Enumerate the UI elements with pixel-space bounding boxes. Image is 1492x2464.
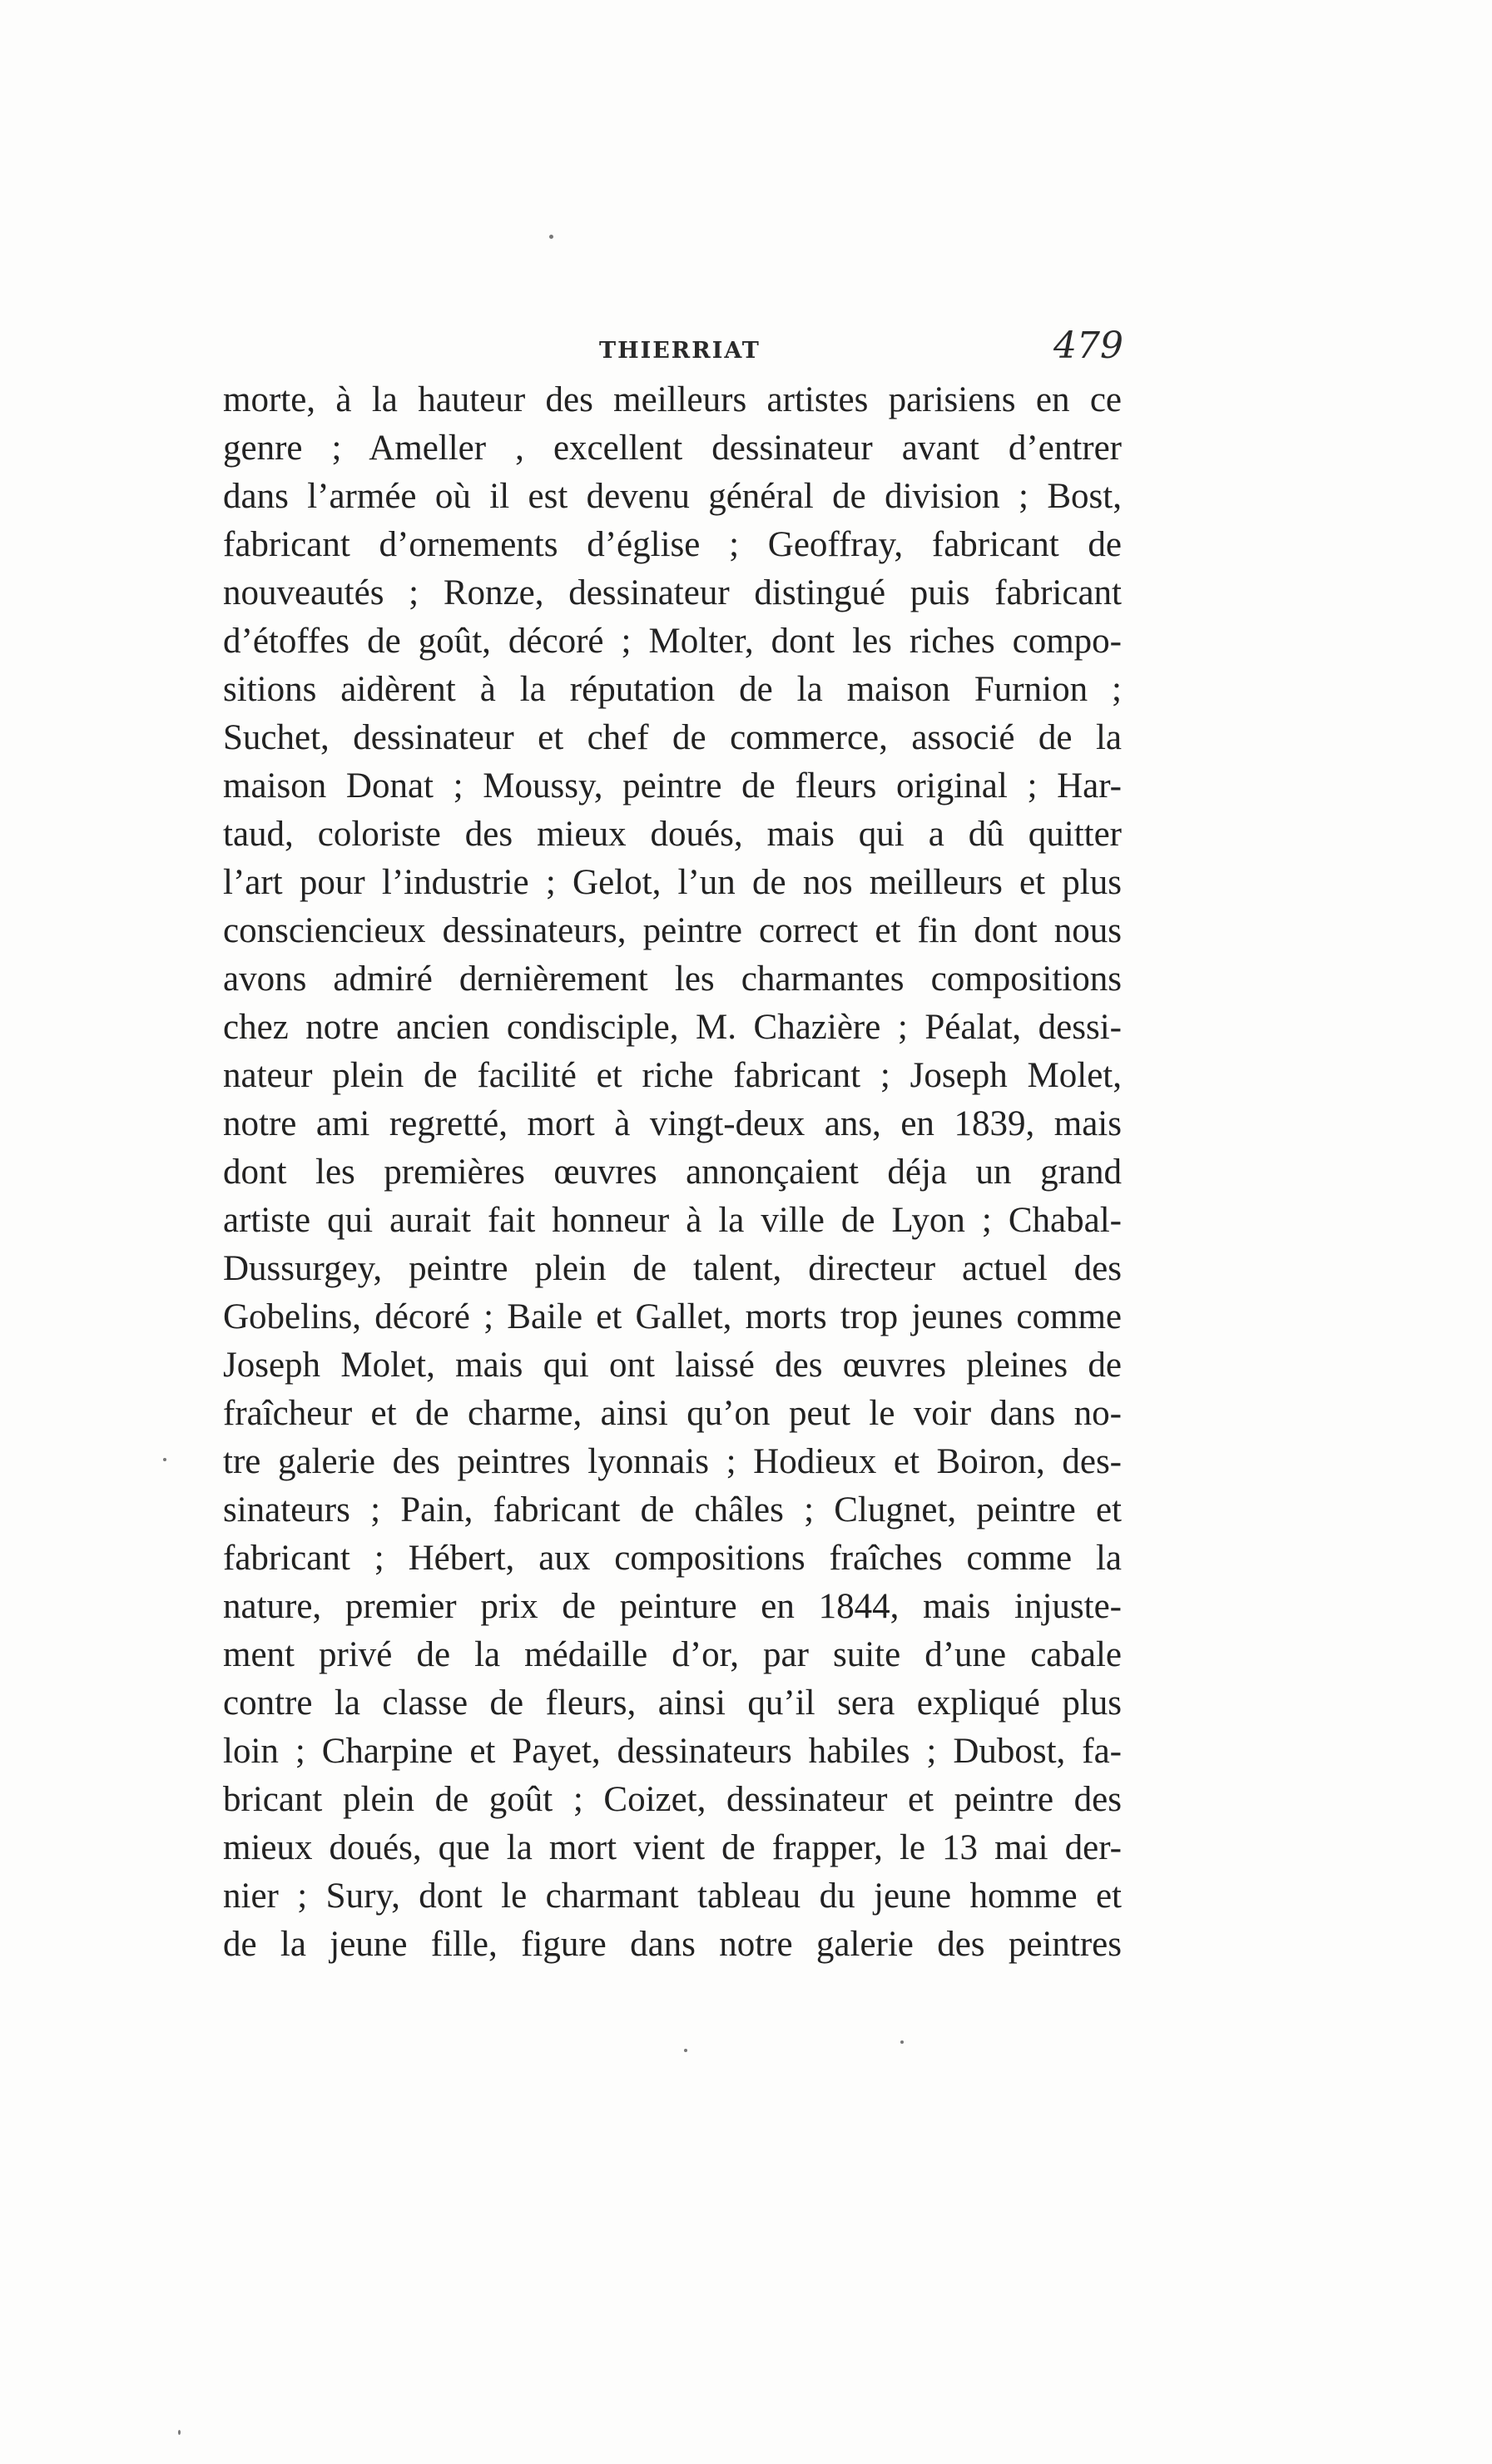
- text-line: ment privé de la médaille d’or, par suite d’une cabale: [223, 1635, 1122, 1674]
- text-line: sitions aidèrent à la réputation de la maison Furnion ;: [223, 670, 1122, 709]
- scan-speck: [549, 235, 553, 239]
- text-line: sinateurs ; Pain, fabricant de châles ; Clugnet, peintre et: [223, 1490, 1122, 1529]
- body-text: [223, 376, 1122, 1969]
- text-line: artiste qui aurait fait honneur à la ville de Lyon ; Chabal-: [223, 1201, 1122, 1240]
- text-line: Gobelins, décoré ; Baile et Gallet, morts trop jeunes comme: [223, 1297, 1122, 1336]
- text-line: avons admiré dernièrement les charmantes compositions: [223, 959, 1122, 999]
- text-line: bricant plein de goût ; Coizet, dessinateur et peintre des: [223, 1780, 1122, 1819]
- text-line: nier ; Sury, dont le charmant tableau du jeune homme et: [223, 1877, 1122, 1916]
- text-line: Joseph Molet, mais qui ont laissé des œuvres pleines de: [223, 1346, 1122, 1385]
- text-line: fabricant ; Hébert, aux compositions fraîches comme la: [223, 1539, 1122, 1578]
- text-line: nouveautés ; Ronze, dessinateur distingué puis fabricant: [223, 573, 1122, 612]
- running-head: [225, 325, 1123, 374]
- text-line: dont les premières œuvres annonçaient déja un grand: [223, 1153, 1122, 1192]
- text-line: nature, premier prix de peinture en 1844, mais injuste-: [223, 1587, 1122, 1626]
- text-line: fraîcheur et de charme, ainsi qu’on peut le voir dans no-: [223, 1394, 1122, 1433]
- text-line: notre ami regretté, mort à vingt-deux ans, en 1839, mais: [223, 1104, 1122, 1143]
- scan-speck: [178, 2430, 181, 2435]
- text-line: l’art pour l’industrie ; Gelot, l’un de nos meilleurs et plus: [223, 863, 1122, 902]
- text-line: chez notre ancien condisciple, M. Chazière ; Péalat, dessi-: [223, 1008, 1122, 1047]
- text-line: Suchet, dessinateur et chef de commerce, associé de la: [223, 718, 1122, 757]
- text-line: mieux doués, que la mort vient de frapper, le 13 mai der-: [223, 1828, 1122, 1867]
- text-line: taud, coloriste des mieux doués, mais qui a dû quitter: [223, 815, 1122, 854]
- text-line: loin ; Charpine et Payet, dessinateurs habiles ; Dubost, fa-: [223, 1732, 1122, 1771]
- text-line: fabricant d’ornements d’église ; Geoffray, fabricant de: [223, 525, 1122, 564]
- text-line: nateur plein de facilité et riche fabricant ; Joseph Molet,: [223, 1056, 1122, 1095]
- text-line: genre ; Ameller , excellent dessinateur avant d’entrer: [223, 429, 1122, 468]
- text-line: dans l’armée où il est devenu général de division ; Bost,: [223, 477, 1122, 516]
- text-line: maison Donat ; Moussy, peintre de fleurs original ; Har-: [223, 766, 1122, 806]
- scan-speck: [163, 1458, 166, 1461]
- text-line: d’étoffes de goût, décoré ; Molter, dont les riches compo-: [223, 622, 1122, 661]
- text-line: tre galerie des peintres lyonnais ; Hodieux et Boiron, des-: [223, 1442, 1122, 1481]
- text-line: morte, à la hauteur des meilleurs artistes parisiens en ce: [223, 380, 1122, 419]
- text-line: de la jeune fille, figure dans notre galerie des peintres: [223, 1925, 1122, 1964]
- text-line: consciencieux dessinateurs, peintre correct et fin dont nous: [223, 911, 1122, 950]
- scan-speck: [684, 2049, 687, 2052]
- running-title: THIERRIAT: [599, 338, 761, 364]
- text-line: contre la classe de fleurs, ainsi qu’il sera expliqué plus: [223, 1683, 1122, 1723]
- text-line: Dussurgey, peintre plein de talent, directeur actuel des: [223, 1249, 1122, 1288]
- scan-speck: [900, 2040, 904, 2044]
- page-number: 479: [1053, 325, 1123, 367]
